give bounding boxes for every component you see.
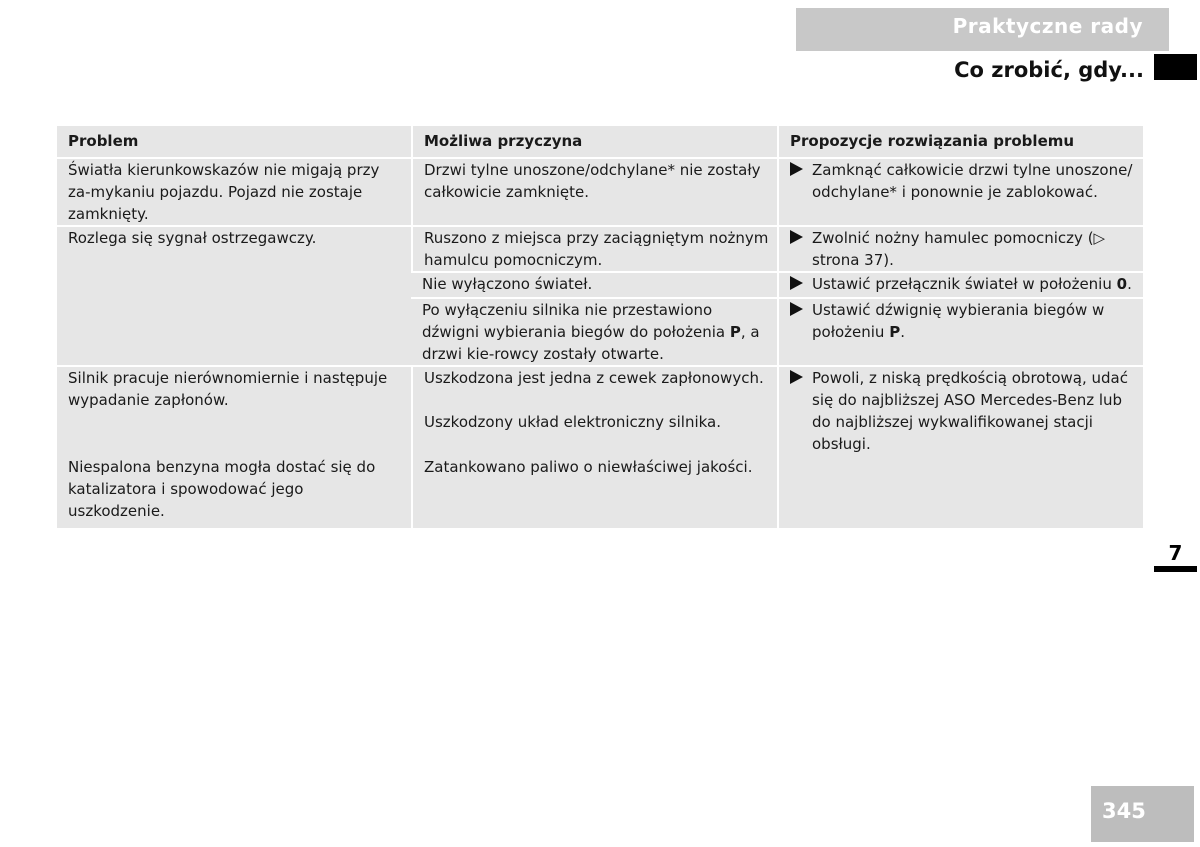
table-row: [57, 159, 1143, 225]
action-arrow-icon: [790, 162, 803, 176]
header-solution: Propozycje rozwiązania problemu: [777, 126, 1143, 159]
solution-text: Powoli, z niską prędkością obrotową, udać się do najbliższej ASO Mercedes-Benz lub do najbliższej wykwalifikowanej stacji obsługi.: [812, 369, 1128, 453]
solution-cell: [777, 225, 1143, 271]
subsection-title: Co zrobić, gdy...: [954, 58, 1144, 82]
solution-cell: [777, 159, 1143, 225]
solution-text: Zwolnić nożny hamulec pomocniczy (▷ strona 37).: [812, 229, 1106, 269]
troubleshooting-table: [57, 126, 1143, 528]
solution-text: Ustawić dźwignię wybierania biegów w położeniu P.: [812, 301, 1105, 341]
problem-cell: Silnik pracuje nierównomiernie i następuje wypadanie zapłonów.: [57, 365, 411, 456]
table-row: [57, 365, 1143, 456]
solution-cell: [777, 297, 1143, 365]
chapter-tab: 7: [1154, 538, 1197, 572]
solution-cell: [777, 271, 1143, 297]
problem-cell: Światła kierunkowskazów nie migają przy za-mykaniu pojazdu. Pojazd nie zostaje zamknięty.: [57, 159, 411, 225]
cause-cell: Nie wyłączono świateł.: [411, 271, 777, 297]
section-title-tab: Praktyczne rady: [796, 8, 1169, 51]
action-arrow-icon: [790, 230, 803, 244]
problem-cell: Rozlega się sygnał ostrzegawczy.: [57, 225, 411, 365]
solution-text: Ustawić przełącznik świateł w położeniu 0.: [812, 275, 1132, 293]
table-row: [57, 225, 1143, 271]
page-number: 345: [1091, 786, 1194, 842]
action-arrow-icon: [790, 370, 803, 384]
action-arrow-icon: [790, 276, 803, 290]
header-cause: Możliwa przyczyna: [411, 126, 777, 159]
solution-cell: [777, 365, 1143, 528]
solution-text: Zamknąć całkowicie drzwi tylne unoszone/ odchylane* i ponownie je zablokować.: [812, 161, 1133, 201]
table-header-row: [57, 126, 1143, 159]
cause-cell: Zatankowano paliwo o niewłaściwej jakości.: [411, 456, 777, 528]
cause-cell: Uszkodzona jest jedna z cewek zapłonowych. Uszkodzony układ elektroniczny silnika.: [411, 365, 777, 456]
action-arrow-icon: [790, 302, 803, 316]
cause-cell: Ruszono z miejsca przy zaciągniętym nożnym hamulcu pomocniczym.: [411, 225, 777, 271]
header-marker: [1154, 54, 1197, 80]
problem-cell: Niespalona benzyna mogła dostać się do katalizatora i spowodować jego uszkodzenie.: [57, 456, 411, 528]
cause-cell: Po wyłączeniu silnika nie przestawiono dźwigni wybierania biegów do położenia P, a drzwi kie-rowcy zostały otwarte.: [411, 297, 777, 365]
header-problem: Problem: [57, 126, 411, 159]
cause-cell: Drzwi tylne unoszone/odchylane* nie zostały całkowicie zamknięte.: [411, 159, 777, 225]
